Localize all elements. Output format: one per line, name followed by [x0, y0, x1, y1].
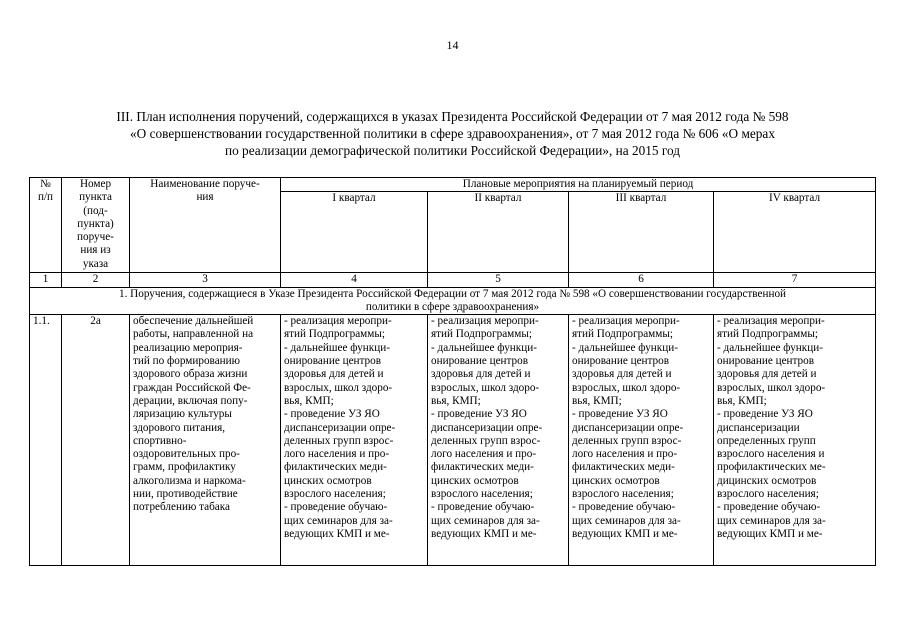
- table-row: [30, 315, 876, 566]
- header-name: Наименование поруче- ния: [130, 178, 281, 273]
- column-number: 5: [428, 273, 569, 287]
- header-q3: III квартал: [569, 192, 714, 273]
- header-item: Номер пункта (под- пункта) поруче- ния из указа: [62, 178, 130, 273]
- row-item: 2а: [62, 315, 130, 566]
- table-header-row: [30, 178, 876, 192]
- row-q1: - реализация меропри- ятий Подпрограммы; - дальнейшее функци- онирование центров здоровья для детей и взрослых, школ здоро- вья, КМП; - проведение УЗ ЯО диспансеризации опре- деленных групп взрос- лого населения и про- филактических меди- цинских осмотров взрослого населения; - проведение обучаю- щих семинаров для за- ведующих КМП и ме-: [281, 315, 428, 566]
- header-q1: I квартал: [281, 192, 428, 273]
- section-row: [30, 287, 876, 315]
- header-q4: IV квартал: [714, 192, 876, 273]
- plan-table: [29, 177, 876, 566]
- header-q2: II квартал: [428, 192, 569, 273]
- column-number: 2: [62, 273, 130, 287]
- column-number: 6: [569, 273, 714, 287]
- column-number: 4: [281, 273, 428, 287]
- header-planned: Плановые мероприятия на планируемый период: [281, 178, 876, 192]
- column-number-row: [30, 273, 876, 287]
- heading-line-1: III. План исполнения поручений, содержащихся в указах Президента Российской Федерации от 7 мая 2012 года № 598: [116, 109, 789, 124]
- row-name: обеспечение дальнейшей работы, направленной на реализацию мероприя- тий по формированию здорового образа жизни граждан Российской Фе- дерации, включая попу- ляризацию культуры здорового питания, спортивно- оздоровительных про- грамм, профилактику алкоголизма и наркома- нии, противодействие потреблению табака: [130, 315, 281, 566]
- section-title: 1. Поручения, содержащиеся в Указе Президента Российской Федерации от 7 мая 2012 года № 598 «О совершенствовании государственной политики в сфере здравоохранения»: [30, 287, 876, 315]
- row-q3: - реализация меропри- ятий Подпрограммы; - дальнейшее функци- онирование центров здоровья для детей и взрослых, школ здоро- вья, КМП; - проведение УЗ ЯО диспансеризации опре- деленных групп взрос- лого населения и про- филактических меди- цинских осмотров взрослого населения; - проведение обучаю- щих семинаров для за- ведующих КМП и ме-: [569, 315, 714, 566]
- page-number: 14: [446, 38, 459, 52]
- heading-line-2: «О совершенствовании государственной политики в сфере здравоохранения», от 7 мая 2012 года № 606 «О мерах: [130, 126, 775, 141]
- header-num: № п/п: [30, 178, 62, 273]
- row-q4: - реализация меропри- ятий Подпрограммы; - дальнейшее функци- онирование центров здоровья для детей и взрослых, школ здоро- вья, КМП; - проведение УЗ ЯО диспансеризации определенных групп взрослого населения и профилактических ме- дицинских осмотров взрослого населения; - проведение обучаю- щих семинаров для за- ведующих КМП и ме-: [714, 315, 876, 566]
- column-number: 1: [30, 273, 62, 287]
- column-number: 7: [714, 273, 876, 287]
- column-number: 3: [130, 273, 281, 287]
- row-q2: - реализация меропри- ятий Подпрограммы; - дальнейшее функци- онирование центров здоровья для детей и взрослых, школ здоро- вья, КМП; - проведение УЗ ЯО диспансеризации опре- деленных групп взрос- лого населения и про- филактических меди- цинских осмотров взрослого населения; - проведение обучаю- щих семинаров для за- ведующих КМП и ме-: [428, 315, 569, 566]
- row-num: 1.1.: [30, 315, 62, 566]
- heading-line-3: по реализации демографической политики Российской Федерации», на 2015 год: [224, 143, 681, 158]
- document-heading: [40, 108, 865, 159]
